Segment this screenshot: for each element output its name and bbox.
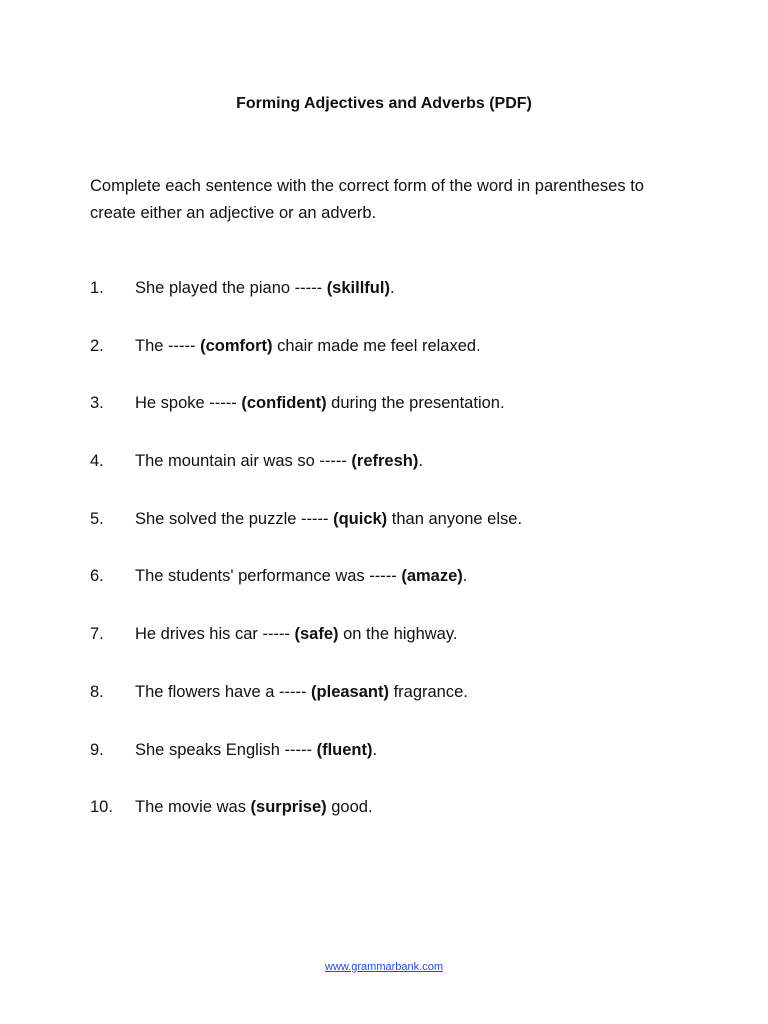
exercise-item [90, 738, 710, 796]
word-hint: (quick) [333, 509, 388, 528]
word-hint: (skillful) [326, 279, 390, 297]
sentence-start: The movie was [135, 798, 251, 817]
sentence-start: The students' performance was ----- [135, 567, 402, 586]
sentence-end: than anyone else. [387, 509, 523, 528]
exercise-item [90, 680, 710, 738]
word-hint: (fluent) [316, 740, 373, 759]
sentence-end: . [418, 452, 423, 471]
item-number: 2. [90, 336, 104, 355]
exercise-item [90, 564, 710, 622]
sentence-end: chair made me feel relaxed. [272, 336, 481, 355]
word-hint: (surprise) [250, 798, 327, 817]
exercise-item [90, 507, 710, 565]
word-hint: (safe) [294, 625, 339, 644]
sentence-start: The ----- [135, 336, 201, 355]
exercise-item [90, 276, 710, 334]
sentence-start: She played the piano ----- [135, 279, 327, 297]
sentence-end: . [372, 740, 378, 759]
sentence-end: . [389, 279, 395, 297]
sentence-start: The mountain air was so ----- [135, 452, 352, 471]
footer [0, 961, 768, 973]
item-number: 6. [90, 567, 104, 586]
item-number: 1. [90, 279, 104, 297]
item-number: 3. [90, 394, 104, 413]
sentence-start: The flowers have a ----- [135, 682, 312, 701]
sentence-end: on the highway. [338, 625, 458, 644]
sentence-end: good. [326, 798, 373, 817]
instructions-text: Complete each sentence with the correct form of the word in parentheses to create either an adjective or an adverb. [90, 177, 644, 222]
exercise-item [90, 391, 710, 449]
item-number: 5. [90, 509, 104, 528]
item-number: 7. [90, 625, 104, 644]
exercise-item [90, 334, 710, 392]
website-link[interactable]: www.grammarbank.com [325, 961, 443, 973]
sentence-end: fragrance. [388, 682, 468, 701]
sentence-start: He drives his car ----- [135, 625, 295, 644]
item-number: 8. [90, 682, 104, 701]
item-number: 9. [90, 740, 104, 759]
word-hint: (pleasant) [311, 682, 389, 701]
word-hint: (amaze) [401, 567, 463, 586]
item-number: 10. [90, 798, 113, 817]
sentence-start: She solved the puzzle ----- [135, 509, 334, 528]
sentence-start: He spoke ----- [135, 394, 242, 413]
exercise-item [90, 795, 710, 853]
item-number: 4. [90, 452, 104, 471]
exercise-item [90, 449, 710, 507]
exercise-item [90, 622, 710, 680]
word-hint: (refresh) [351, 452, 419, 471]
page-title: Forming Adjectives and Adverbs (PDF) [236, 95, 532, 112]
word-hint: (comfort) [200, 336, 273, 355]
exercise-list [90, 276, 710, 853]
word-hint: (confident) [241, 394, 327, 413]
sentence-start: She speaks English ----- [135, 740, 317, 759]
sentence-end: . [462, 567, 468, 586]
sentence-end: during the presentation. [326, 394, 505, 413]
